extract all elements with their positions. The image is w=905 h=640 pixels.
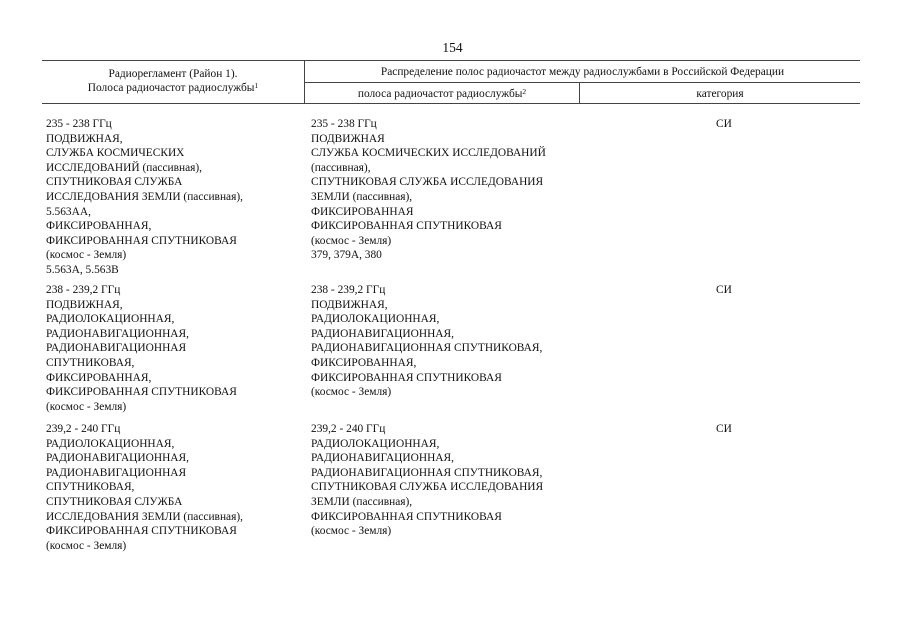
header-col1-line2-text: Полоса радиочастот радиослужбы xyxy=(87,82,255,94)
header-col-itu-band xyxy=(42,67,304,95)
allocation-line: ИССЛЕДОВАНИЯ ЗЕМЛИ (пассивная), xyxy=(46,190,243,203)
header-col-category: категория xyxy=(696,88,744,100)
allocation-line: РАДИОНАВИГАЦИОННАЯ СПУТНИКОВАЯ, xyxy=(311,342,543,355)
allocation-line: РАДИОЛОКАЦИОННАЯ, xyxy=(46,313,175,326)
header-rule-bottom xyxy=(42,103,860,104)
allocation-line: ПОДВИЖНАЯ, xyxy=(311,298,388,311)
allocation-line: РАДИОНАВИГАЦИОННАЯ, xyxy=(46,452,189,465)
row1-itu-allocation xyxy=(46,117,308,278)
allocation-line: ФИКСИРОВАННАЯ СПУТНИКОВАЯ xyxy=(311,510,502,523)
allocation-line: (космос - Земля) xyxy=(46,400,127,413)
allocation-line: РАДИОНАВИГАЦИОННАЯ, xyxy=(46,327,189,340)
allocation-line: (космос - Земля) xyxy=(311,386,392,399)
allocation-line: 238 - 239,2 ГГц xyxy=(311,284,386,296)
allocation-line: ЗЕМЛИ (пассивная), xyxy=(311,190,413,203)
allocation-line: ЗЕМЛИ (пассивная), xyxy=(311,495,413,508)
row3-rf-allocation xyxy=(311,422,581,539)
allocation-line: ФИКСИРОВАННАЯ СПУТНИКОВАЯ xyxy=(311,220,502,233)
allocation-line: РАДИОНАВИГАЦИОННАЯ xyxy=(46,466,187,479)
header-rule-middle xyxy=(304,82,860,83)
allocation-line: 238 - 239,2 ГГц xyxy=(46,284,121,296)
allocation-line: СЛУЖБА КОСМИЧЕСКИХ ИССЛЕДОВАНИЙ xyxy=(311,147,546,160)
allocation-line: РАДИОНАВИГАЦИОННАЯ, xyxy=(311,452,454,465)
footnote-2-mark: 2 xyxy=(522,87,527,96)
header-rule-top xyxy=(42,60,860,61)
allocation-line: ПОДВИЖНАЯ xyxy=(311,132,385,145)
row1-rf-allocation xyxy=(311,117,581,263)
allocation-line: ФИКСИРОВАННАЯ СПУТНИКОВАЯ xyxy=(46,234,237,247)
allocation-line: РАДИОЛОКАЦИОННАЯ, xyxy=(311,437,440,450)
row2-category: СИ xyxy=(716,284,732,296)
allocation-line: (космос - Земля) xyxy=(46,539,127,552)
allocation-line: СПУТНИКОВАЯ СЛУЖБА xyxy=(46,176,183,189)
allocation-line: ИССЛЕДОВАНИЙ (пассивная), xyxy=(46,161,203,174)
allocation-line: СПУТНИКОВАЯ СЛУЖБА ИССЛЕДОВАНИЯ xyxy=(311,176,544,189)
allocation-line: РАДИОНАВИГАЦИОННАЯ xyxy=(46,342,187,355)
row3-itu-allocation xyxy=(46,422,308,553)
allocation-line: СПУТНИКОВАЯ, xyxy=(46,481,135,494)
allocation-line: ПОДВИЖНАЯ, xyxy=(46,298,123,311)
allocation-line: 379, 379А, 380 xyxy=(311,249,382,262)
allocation-line: 5.563АА, xyxy=(46,205,91,218)
allocation-line: ПОДВИЖНАЯ, xyxy=(46,132,123,145)
row3-category: СИ xyxy=(716,423,732,435)
allocation-line: 235 - 238 ГГц xyxy=(311,118,377,130)
allocation-line: РАДИОЛОКАЦИОННАЯ, xyxy=(46,437,175,450)
row2-itu-allocation xyxy=(46,283,308,414)
allocation-line: РАДИОНАВИГАЦИОННАЯ, xyxy=(311,327,454,340)
page-number: 154 xyxy=(442,40,463,55)
allocation-line: ФИКСИРОВАННАЯ СПУТНИКОВАЯ xyxy=(311,371,502,384)
header-group-title: Распределение полос радиочастот между радиослужбами в Российской Федерации xyxy=(380,66,785,78)
allocation-line: ФИКСИРОВАННАЯ СПУТНИКОВАЯ xyxy=(46,525,237,538)
allocation-line: (космос - Земля) xyxy=(311,234,392,247)
allocation-line: РАДИОНАВИГАЦИОННАЯ СПУТНИКОВАЯ, xyxy=(311,466,543,479)
allocation-line: РАДИОЛОКАЦИОННАЯ, xyxy=(311,313,440,326)
header-col-rf-band xyxy=(305,87,579,101)
allocation-line: ИССЛЕДОВАНИЯ ЗЕМЛИ (пассивная), xyxy=(46,510,243,523)
allocation-line: ФИКСИРОВАННАЯ, xyxy=(46,220,152,233)
header-col1-line1: Радиорегламент (Район 1). xyxy=(108,68,238,80)
allocation-line: СЛУЖБА КОСМИЧЕСКИХ xyxy=(46,147,185,160)
allocation-line: 239,2 - 240 ГГц xyxy=(311,423,386,435)
allocation-line: (пассивная), xyxy=(311,161,371,174)
header-col2-text: полоса радиочастот радиослужбы xyxy=(357,88,523,100)
allocation-line: ФИКСИРОВАННАЯ, xyxy=(311,356,417,369)
allocation-line: СПУТНИКОВАЯ СЛУЖБА xyxy=(46,495,183,508)
allocation-line: 5.563А, 5.563В xyxy=(46,263,119,276)
table-header xyxy=(42,60,860,104)
header-col1-line2 xyxy=(42,81,304,95)
allocation-line: СПУТНИКОВАЯ, xyxy=(46,356,135,369)
footnote-1-mark: 1 xyxy=(254,81,259,90)
allocation-line: СПУТНИКОВАЯ СЛУЖБА ИССЛЕДОВАНИЯ xyxy=(311,481,544,494)
allocation-line: 235 - 238 ГГц xyxy=(46,118,112,130)
allocation-line: ФИКСИРОВАННАЯ, xyxy=(46,371,152,384)
allocation-line: ФИКСИРОВАННАЯ xyxy=(311,205,414,218)
row1-category: СИ xyxy=(716,118,732,130)
allocation-line: ФИКСИРОВАННАЯ СПУТНИКОВАЯ xyxy=(46,386,237,399)
row2-rf-allocation xyxy=(311,283,581,400)
allocation-line: 239,2 - 240 ГГц xyxy=(46,423,121,435)
allocation-line: (космос - Земля) xyxy=(311,525,392,538)
allocation-line: (космос - Земля) xyxy=(46,249,127,262)
